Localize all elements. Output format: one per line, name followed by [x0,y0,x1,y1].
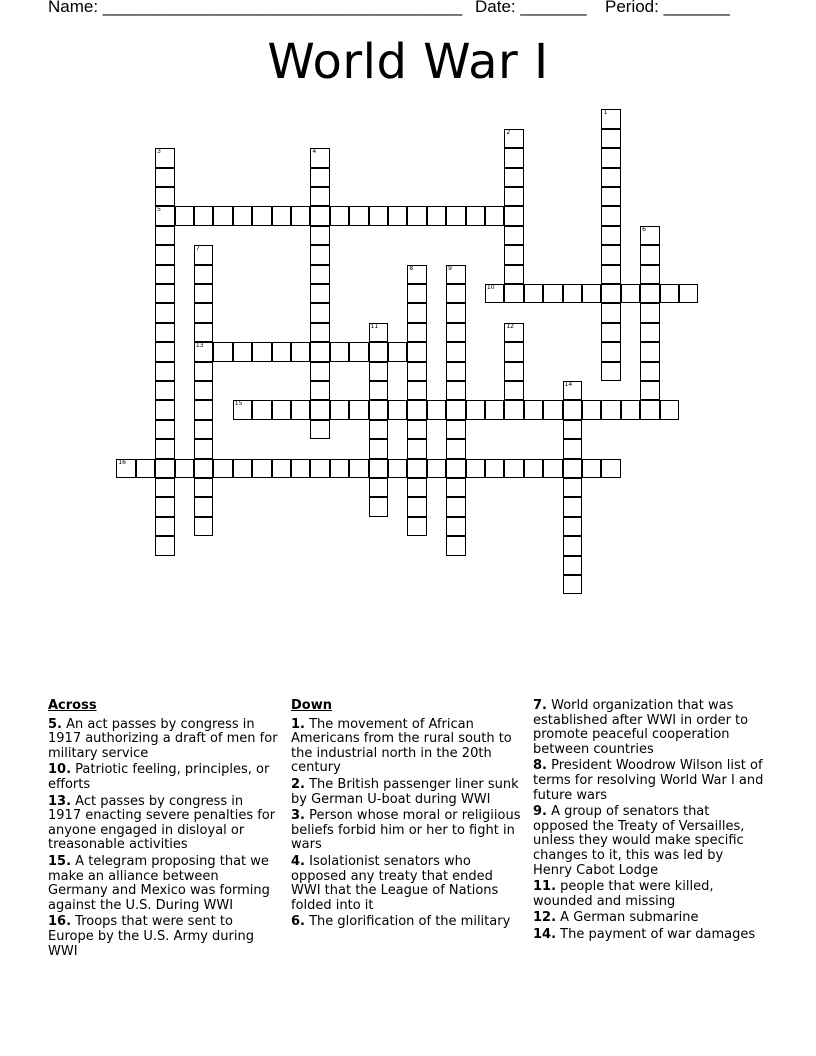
crossword-cell[interactable] [601,109,620,128]
crossword-cell[interactable] [485,206,504,225]
crossword-cell[interactable] [369,381,388,400]
crossword-cell[interactable] [504,265,523,284]
clue-text: A group of senators that opposed the Treaty of Versailles, unless they would make specific changes to it, this was led by Henry Cabot Lodge [533,804,745,878]
crossword-cell[interactable] [621,400,640,419]
crossword-cell[interactable] [446,517,465,536]
clue-item [291,855,523,913]
crossword-cell[interactable] [504,226,523,245]
crossword-cell[interactable] [310,187,329,206]
crossword-cell[interactable] [194,400,213,419]
crossword-cell[interactable] [194,265,213,284]
crossword-cell[interactable] [310,265,329,284]
clue-number-label: 13. [48,793,72,809]
crossword-cell[interactable] [427,400,446,419]
crossword-cell[interactable] [407,439,426,458]
crossword-cell[interactable] [369,497,388,516]
crossword-cell[interactable] [485,459,504,478]
crossword-cell[interactable] [291,400,310,419]
crossword-cell[interactable] [407,284,426,303]
crossword-cell[interactable] [466,206,485,225]
crossword-cell[interactable] [330,400,349,419]
crossword-cell[interactable] [388,342,407,361]
crossword-cell[interactable] [446,342,465,361]
clue-number: 3 [157,148,161,156]
crossword-cell[interactable] [310,459,329,478]
crossword-cell[interactable] [291,342,310,361]
crossword-cell[interactable] [194,478,213,497]
crossword-cell[interactable] [194,245,213,264]
crossword-cell[interactable] [155,459,174,478]
crossword-cell[interactable] [563,517,582,536]
crossword-cell[interactable] [601,459,620,478]
crossword-cell[interactable] [369,459,388,478]
crossword-cell[interactable] [640,284,659,303]
crossword-cell[interactable] [601,400,620,419]
clue-number-label: 10. [48,762,72,778]
crossword-cell[interactable] [175,206,194,225]
crossword-cell[interactable] [310,206,329,225]
clue-number: 11 [370,322,379,330]
crossword-cell[interactable] [407,459,426,478]
clue-number: 10 [486,283,495,291]
clue-number: 16 [118,458,126,466]
crossword-cell[interactable] [446,303,465,322]
crossword-cell[interactable] [563,536,582,555]
crossword-cell[interactable] [466,400,485,419]
clue-number: 13 [195,342,204,350]
crossword-cell[interactable] [601,226,620,245]
crossword-cell[interactable] [466,459,485,478]
crossword-cell[interactable] [369,439,388,458]
crossword-cell[interactable] [369,206,388,225]
clue-text: The glorification of the military [304,914,511,930]
crossword-cell[interactable] [543,284,562,303]
crossword-cell[interactable] [330,342,349,361]
crossword-cell[interactable] [213,342,232,361]
crossword-cell[interactable] [446,439,465,458]
clue-number: 1 [603,109,608,117]
crossword-cell[interactable] [194,303,213,322]
crossword-cell[interactable] [310,400,329,419]
crossword-cell[interactable] [640,323,659,342]
crossword-cell[interactable] [582,400,601,419]
clue-item [48,915,280,959]
clue-number: 8 [409,264,414,272]
clue-text: Patriotic feeling, principles, or efforts [48,762,270,792]
crossword-cell[interactable] [407,265,426,284]
clue-number-label: 15. [48,853,72,869]
clue-number-label: 9. [533,804,547,820]
crossword-cell[interactable] [194,362,213,381]
crossword-cell[interactable] [446,420,465,439]
crossword-cell[interactable] [272,342,291,361]
clue-number-label: 4. [291,853,305,869]
crossword-cell[interactable] [640,245,659,264]
clue-item [533,928,765,943]
crossword-cell[interactable] [640,226,659,245]
crossword-cell[interactable] [446,536,465,555]
crossword-cell[interactable] [349,400,368,419]
crossword-cell[interactable] [640,381,659,400]
crossword-cell[interactable] [155,303,174,322]
crossword-cell[interactable] [369,420,388,439]
clue-number: 9 [448,264,452,272]
crossword-cell[interactable] [504,168,523,187]
clue-item [533,911,765,926]
name-field[interactable]: Name: ______________________________________ [48,0,463,16]
crossword-cell[interactable] [136,459,155,478]
crossword-cell[interactable] [310,342,329,361]
across-heading: Across [48,698,97,713]
crossword-cell[interactable] [407,381,426,400]
crossword-cell[interactable] [504,323,523,342]
crossword-cell[interactable] [524,400,543,419]
crossword-cell[interactable] [155,381,174,400]
clue-number-label: 7. [533,698,547,713]
crossword-cell[interactable] [601,303,620,322]
crossword-cell[interactable] [446,459,465,478]
crossword-cell[interactable] [640,303,659,322]
crossword-cell[interactable] [349,342,368,361]
clue-number: 14 [564,380,573,388]
clue-number-label: 8. [533,758,547,774]
crossword-cell[interactable] [563,284,582,303]
crossword-cell[interactable] [601,168,620,187]
crossword-cell[interactable] [155,478,174,497]
crossword-cell[interactable] [601,245,620,264]
crossword-cell[interactable] [504,342,523,361]
crossword-cell[interactable] [155,342,174,361]
crossword-cell[interactable] [155,284,174,303]
crossword-cell[interactable] [155,148,174,167]
clue-number-label: 1. [291,716,305,732]
clue-item [291,778,523,807]
clue-number: 12 [506,322,514,330]
clue-item [291,915,523,930]
crossword-cell[interactable] [194,459,213,478]
crossword-cell[interactable] [563,575,582,594]
clue-item [291,718,523,776]
crossword-cell[interactable] [504,129,523,148]
clue-text: people that were killed, wounded and missing [533,879,714,909]
clue-item [48,795,280,853]
clue-number-label: 12. [533,910,557,926]
crossword-cell[interactable] [194,381,213,400]
crossword-cell[interactable] [155,536,174,555]
across-clues [48,699,280,961]
crossword-cell[interactable] [446,400,465,419]
crossword-cell[interactable] [543,459,562,478]
crossword-cell[interactable] [272,400,291,419]
crossword-cell[interactable] [116,459,135,478]
clue-text: A telegram proposing that we make an alliance between Germany and Mexico was forming against the U.S. During WWI [48,853,270,913]
crossword-cell[interactable] [310,323,329,342]
clue-item [48,763,280,792]
crossword-cell[interactable] [369,323,388,342]
crossword-cell[interactable] [446,323,465,342]
crossword-cell[interactable] [369,362,388,381]
clue-text: The payment of war damages [556,926,756,942]
crossword-cell[interactable] [504,284,523,303]
crossword-cell[interactable] [194,420,213,439]
clue-number: 2 [506,128,511,136]
crossword-cell[interactable] [252,400,271,419]
crossword-cell[interactable] [291,459,310,478]
crossword-cell[interactable] [407,362,426,381]
crossword-cell[interactable] [175,459,194,478]
crossword-cell[interactable] [407,303,426,322]
clue-item [533,880,765,909]
crossword-cell[interactable] [310,168,329,187]
crossword-cell[interactable] [582,459,601,478]
clue-text: Troops that were sent to Europe by the U.S. Army during WWI [48,914,254,959]
crossword-cell[interactable] [446,265,465,284]
crossword-cell[interactable] [155,400,174,419]
clue-text: A German submarine [556,910,699,926]
crossword-cell[interactable] [252,206,271,225]
crossword-cell[interactable] [446,497,465,516]
crossword-cell[interactable] [310,245,329,264]
clue-number-label: 6. [291,914,305,930]
crossword-cell[interactable] [155,420,174,439]
crossword-cell[interactable] [310,148,329,167]
crossword-cell[interactable] [213,206,232,225]
clue-text: The British passenger liner sunk by German U-boat during WWI [291,776,519,807]
crossword-cell[interactable] [233,400,252,419]
crossword-cell[interactable] [407,400,426,419]
crossword-cell[interactable] [155,245,174,264]
crossword-cell[interactable] [621,284,640,303]
clue-number: 4 [312,148,317,156]
crossword-cell[interactable] [679,284,698,303]
crossword-cell[interactable] [252,459,271,478]
crossword-cell[interactable] [601,284,620,303]
crossword-cell[interactable] [213,459,232,478]
crossword-cell[interactable] [194,497,213,516]
crossword-cell[interactable] [563,497,582,516]
crossword-cell[interactable] [524,284,543,303]
crossword-cell[interactable] [155,517,174,536]
crossword-cell[interactable] [194,206,213,225]
crossword-cell[interactable] [427,206,446,225]
crossword-cell[interactable] [272,206,291,225]
crossword-cell[interactable] [446,381,465,400]
crossword-cell[interactable] [601,206,620,225]
crossword-cell[interactable] [485,284,504,303]
clue-number-label: 2. [291,776,305,792]
crossword-cell[interactable] [563,439,582,458]
crossword-cell[interactable] [407,323,426,342]
crossword-cell[interactable] [504,206,523,225]
crossword-cell[interactable] [427,459,446,478]
crossword-cell[interactable] [155,226,174,245]
crossword-cell[interactable] [446,478,465,497]
crossword-cell[interactable] [388,400,407,419]
crossword-cell[interactable] [640,342,659,361]
crossword-cell[interactable] [660,400,679,419]
crossword-cell[interactable] [563,459,582,478]
crossword-cell[interactable] [504,400,523,419]
clue-number-label: 11. [533,879,557,895]
crossword-cell[interactable] [407,420,426,439]
crossword-cell[interactable] [155,206,174,225]
crossword-cell[interactable] [310,420,329,439]
crossword-cell[interactable] [310,303,329,322]
crossword-cell[interactable] [407,206,426,225]
clue-text: An act passes by congress in 1917 authorizing a draft of men for military service [48,716,278,761]
crossword-cell[interactable] [194,342,213,361]
crossword-cell[interactable] [543,400,562,419]
clue-number: 6 [642,225,646,233]
crossword-cell[interactable] [155,497,174,516]
crossword-cell[interactable] [330,459,349,478]
crossword-cell[interactable] [446,284,465,303]
clue-number: 5 [157,206,161,214]
clue-item [533,805,765,878]
page-title: World War I [267,34,549,90]
crossword-cell[interactable] [369,478,388,497]
crossword-cell[interactable] [601,342,620,361]
clue-number: 7 [195,245,200,253]
clue-item [48,855,280,913]
date-field[interactable]: Date: _______ [475,0,587,16]
crossword-cell[interactable] [504,148,523,167]
crossword-cell[interactable] [524,459,543,478]
crossword-cell[interactable] [407,517,426,536]
clue-text: President Woodrow Wilson list of terms for resolving World War I and future wars [533,758,764,803]
crossword-cell[interactable] [601,187,620,206]
clue-number-label: 14. [533,926,557,942]
crossword-cell[interactable] [504,381,523,400]
crossword-cell[interactable] [155,362,174,381]
crossword-cell[interactable] [446,206,465,225]
crossword-cell[interactable] [310,362,329,381]
crossword-cell[interactable] [349,459,368,478]
clue-number-label: 16. [48,914,72,930]
crossword-cell[interactable] [601,323,620,342]
crossword-cell[interactable] [563,381,582,400]
crossword-cell[interactable] [155,265,174,284]
crossword-cell[interactable] [310,284,329,303]
clue-number-label: 5. [48,716,62,732]
clue-text: The movement of African Americans from the rural south to the industrial north in the 20th century [291,716,512,776]
down-heading: Down [291,698,332,713]
clue-text: Act passes by congress in 1917 enacting severe penalties for anyone engaged in disloyal or treasonable activities [48,793,276,853]
crossword-cell[interactable] [582,284,601,303]
crossword-cell[interactable] [640,400,659,419]
crossword-cell[interactable] [601,265,620,284]
period-field[interactable]: Period: _______ [605,0,730,16]
crossword-cell[interactable] [504,362,523,381]
crossword-cell[interactable] [272,459,291,478]
crossword-cell[interactable] [330,206,349,225]
clue-item [533,699,765,757]
crossword-cell[interactable] [485,400,504,419]
crossword-cell[interactable] [233,206,252,225]
down-clues-continued [533,699,765,945]
crossword-cell[interactable] [194,284,213,303]
crossword-cell[interactable] [504,245,523,264]
crossword-cell[interactable] [563,556,582,575]
crossword-cell[interactable] [504,459,523,478]
crossword-cell[interactable] [388,459,407,478]
crossword-cell[interactable] [194,439,213,458]
clue-item [291,809,523,853]
crossword-cell[interactable] [155,187,174,206]
crossword-cell[interactable] [233,459,252,478]
crossword-cell[interactable] [660,284,679,303]
crossword-cell[interactable] [155,323,174,342]
crossword-cell[interactable] [388,206,407,225]
crossword-cell[interactable] [369,342,388,361]
clue-item [48,718,280,762]
crossword-cell[interactable] [446,362,465,381]
crossword-cell[interactable] [155,439,174,458]
clue-text: World organization that was established after WWI in order to promote peaceful cooperation between countries [533,698,749,757]
crossword-cell[interactable] [640,265,659,284]
crossword-cell[interactable] [640,362,659,381]
clue-text: Isolationist senators who opposed any treaty that ended WWI that the League of Nations folded into it [291,853,499,913]
crossword-cell[interactable] [601,129,620,148]
crossword-cell[interactable] [601,148,620,167]
crossword-cell[interactable] [233,342,252,361]
crossword-cell[interactable] [194,323,213,342]
crossword-cell[interactable] [563,420,582,439]
crossword-cell[interactable] [310,226,329,245]
crossword-cell[interactable] [407,497,426,516]
crossword-cell[interactable] [291,206,310,225]
clue-item [533,759,765,803]
crossword-cell[interactable] [349,206,368,225]
crossword-cell[interactable] [407,342,426,361]
crossword-cell[interactable] [563,400,582,419]
crossword-cell[interactable] [369,400,388,419]
crossword-cell[interactable] [194,517,213,536]
crossword-cell[interactable] [504,187,523,206]
crossword-cell[interactable] [252,342,271,361]
clue-text: Person whose moral or religiious beliefs forbid him or her to fight in wars [291,808,521,853]
crossword-cell[interactable] [601,362,620,381]
down-clues [291,699,523,932]
clue-number: 15 [234,400,243,408]
crossword-cell[interactable] [563,478,582,497]
crossword-cell[interactable] [310,381,329,400]
crossword-cell[interactable] [155,168,174,187]
clue-number-label: 3. [291,808,305,824]
crossword-cell[interactable] [407,478,426,497]
